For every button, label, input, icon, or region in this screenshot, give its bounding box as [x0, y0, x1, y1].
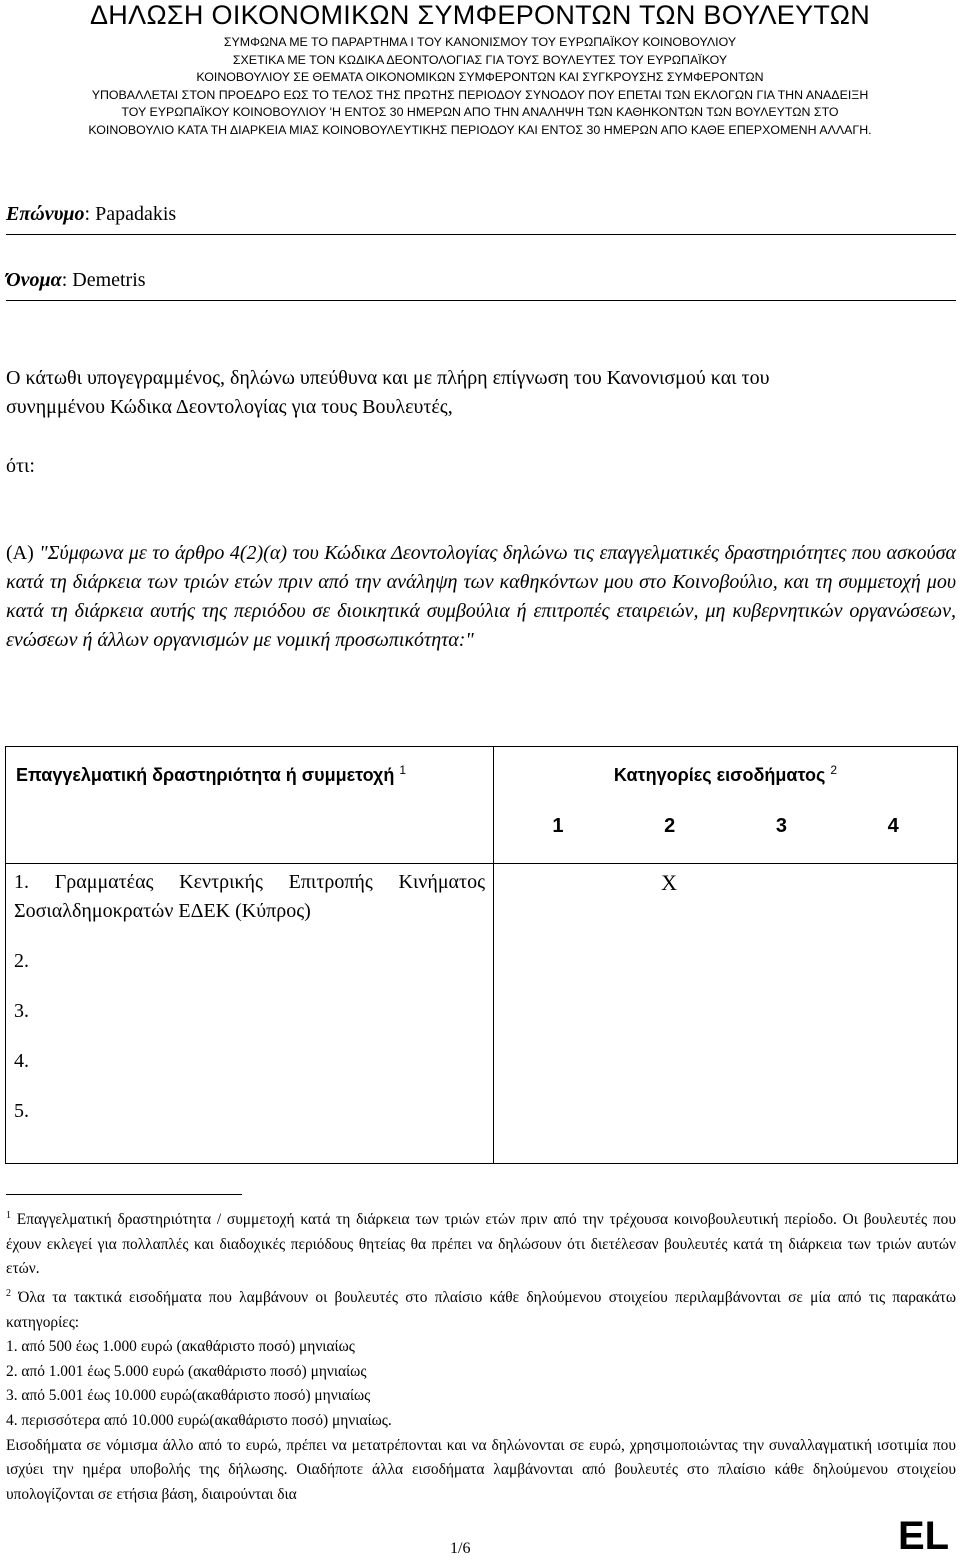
- footnote-closing: Εισοδήματα σε νόμισμα άλλο από το ευρώ, πρέπει να μετατρέπονται και να δηλώνονται σε ευρώ, χρησιμοποιώντας την συναλλαγματική ισοτιμία που ισχύει την ημέρα υποβολής της δήλωσης. Οιαδήποτε άλλα εισοδήματα λαμβάνονται από βουλευτές στο πλαίσιο κάθε δηλούμενου στοιχείου υπολογίζονται σε ετήσια βάση, διαιρούνται δια: [6, 1436, 956, 1503]
- footnote-2: $^2$ Όλα τα τακτικά εισοδήματα που λαμβάνουν οι βουλευτές στο πλαίσιο κάθε δηλούμενου στοιχείου περιλαμβάνονται σε μία από τις παρακάτω κατηγορίες:: [6, 1287, 956, 1331]
- surname-underline: [6, 234, 956, 235]
- activity-item: 2.: [14, 950, 29, 972]
- income-header: Κατηγορίες εισοδήματος $^2$: [613, 763, 838, 785]
- category-line: 4. περισσότερα από 10.000 ευρώ(ακαθάριστο ποσό) μηνιαίως.: [6, 1412, 392, 1429]
- activity-item: 3.: [14, 1000, 29, 1022]
- section-a-text: [6, 539, 956, 655]
- declaration-text: [6, 364, 956, 422]
- category-line: 2. από 1.001 έως 5.000 ευρώ (ακαθάριστο ποσό) μηνιαίως: [6, 1362, 367, 1380]
- subtitle-line: ΣΧΕΤΙΚΑ ΜΕ ΤΟΝ ΚΩΔΙΚΑ ΔΕΟΝΤΟΛΟΓΙΑΣ ΓΙΑ ΤΟΥΣ ΒΟΥΛΕΥΤΕΣ ΤΟΥ ΕΥΡΩΠΑΪΚΟΥ: [232, 52, 728, 67]
- name-underline: [6, 300, 956, 301]
- document-subtitle: [0, 34, 960, 139]
- footnote-1: $^1$ Επαγγελματική δραστηριότητα / συμμετοχή κατά τη διάρκεια των τριών ετών πριν από την τρέχουσα κοινοβουλευτική περίοδο. Οι βουλευτές που έχουν εκλεγεί για πολλαπλές και διαδοχικές περιόδους θητείας θα πρέπει να δηλώσουν ότι διετέλεσαν βουλευτές κατά τη διάρκεια των τριών αυτών ετών.: [6, 1210, 956, 1278]
- income-categories: [502, 815, 949, 838]
- surname-value: : Papadakis: [84, 203, 177, 225]
- declaration-line: συνημμένου Κώδικα Δεοντολογίας για τους Βουλευτές,: [6, 396, 453, 418]
- name-value: : Demetris: [61, 269, 146, 291]
- category-line: 3. από 5.001 έως 10.000 ευρώ(ακαθάριστο ποσό) μηνιαίως: [6, 1387, 371, 1405]
- income-marks-cell: [494, 864, 958, 1164]
- language-code: EL: [898, 1514, 950, 1558]
- page-number: 1/6: [450, 1540, 471, 1557]
- subtitle-line: ΥΠΟΒΑΛΛΕΤΑΙ ΣΤΟΝ ΠΡΟΕΔΡΟ ΕΩΣ ΤΟ ΤΕΛΟΣ ΤΗΣ ΠΡΩΤΗΣ ΠΕΡΙΟΔΟΥ ΣΥΝΟΔΟΥ ΠΟΥ ΕΠΕΤΑΙ ΤΩΝ ΕΚΛΟΓΩΝ ΓΙΑ ΤΗΝ ΑΝΑΔΕΙΞΗ: [91, 87, 869, 102]
- category-number: 1: [552, 815, 564, 837]
- footnotes: [6, 1204, 956, 1507]
- footnote-separator: [6, 1194, 242, 1195]
- activity-item: 1. Γραμματέας Κεντρικής Επιτροπής Κινήματος Σοσιαλδημοκρατών ΕΔΕΚ (Κύπρος): [14, 871, 485, 922]
- document-title: ΔΗΛΩΣΗ ΟΙΚΟΝΟΜΙΚΩΝ ΣΥΜΦΕΡΟΝΤΩΝ ΤΩΝ ΒΟΥΛΕΥΤΩΝ: [89, 0, 871, 30]
- activity-item: 4.: [14, 1050, 29, 1072]
- income-mark-row: [502, 868, 949, 897]
- name-field: [6, 268, 146, 292]
- activities-table: [5, 746, 958, 1164]
- surname-field: [6, 202, 176, 226]
- income-mark: X: [661, 870, 678, 895]
- subtitle-line: ΣΥΜΦΩΝΑ ΜΕ ΤΟ ΠΑΡΑΡΤΗΜΑ Ι ΤΟΥ ΚΑΝΟΝΙΣΜΟΥ ΤΟΥ ΕΥΡΩΠΑΪΚΟΥ ΚΟΙΝΟΒΟΥΛΙΟΥ: [223, 35, 737, 49]
- subtitle-line: ΚΟΙΝΟΒΟΥΛΙΟΥ ΣΕ ΘΕΜΑΤΑ ΟΙΚΟΝΟΜΙΚΩΝ ΣΥΜΦΕΡΟΝΤΩΝ ΚΑΙ ΣΥΓΚΡΟΥΣΗΣ ΣΥΜΦΕΡΟΝΤΩΝ: [196, 70, 764, 84]
- subtitle-line: ΤΟΥ ΕΥΡΩΠΑΪΚΟΥ ΚΟΙΝΟΒΟΥΛΙΟΥ 'Η ΕΝΤΟΣ 30 ΗΜΕΡΩΝ ΑΠΟ ΤΗΝ ΑΝΑΛΗΨΗ ΤΩΝ ΚΑΘΗΚΟΝΤΩΝ ΤΩΝ ΒΟΥΛΕΥΤΩΝ ΣΤΟ: [121, 105, 839, 119]
- activity-header: Επαγγελματική δραστηριότητα ή συμμετοχή $^1$: [16, 763, 407, 785]
- subtitle-line: ΚΟΙΝΟΒΟΥΛΙΟ ΚΑΤΑ ΤΗ ΔΙΑΡΚΕΙΑ ΜΙΑΣ ΚΟΙΝΟΒΟΥΛΕΥΤΙΚΗΣ ΠΕΡΙΟΔΟΥ ΚΑΙ ΕΝΤΟΣ 30 ΗΜΕΡΩΝ ΑΠΟ ΚΑΘΕ ΕΠΕΡΧΟΜΕΝΗ ΑΛΛΑΓΗ.: [88, 122, 872, 137]
- category-number: 2: [664, 815, 676, 837]
- surname-label: Επώνυμο: [6, 203, 85, 225]
- category-number: 4: [887, 815, 899, 837]
- income-header-cell: [494, 747, 958, 864]
- name-label: Όνομα: [6, 269, 62, 291]
- activity-header-cell: [6, 747, 494, 864]
- declaration-that: ότι:: [6, 455, 35, 477]
- declaration-line: Ο κάτωθι υπογεγραμμένος, δηλώνω υπεύθυνα και με πλήρη επίγνωση του Κανονισμού και του: [6, 367, 770, 389]
- category-number: 3: [775, 815, 787, 837]
- section-a-label: (A): [6, 542, 40, 564]
- activity-list-cell: [6, 864, 494, 1164]
- section-a-body: "Σύμφωνα με το άρθρο 4(2)(α) του Κώδικα Δεοντολογίας δηλώνω τις επαγγελματικές δραστηριότητες που ασκούσα κατά τη διάρκεια των τριών ετών πριν από την ανάληψη των καθηκόντων μου στο Κοινοβούλιο, και τη συμμετοχή μου κατά τη διάρκεια αυτής της περιόδου σε διοικητικά συμβούλια ή επιτροπές εταιρειών, μη κυβερνητικών οργανώσεων, ενώσεων ή άλλων οργανισμών με νομική προσωπικότητα:": [6, 542, 956, 651]
- category-line: 1. από 500 έως 1.000 ευρώ (ακαθάριστο ποσό) μηνιαίως: [6, 1338, 355, 1356]
- activity-item: 5.: [14, 1100, 29, 1122]
